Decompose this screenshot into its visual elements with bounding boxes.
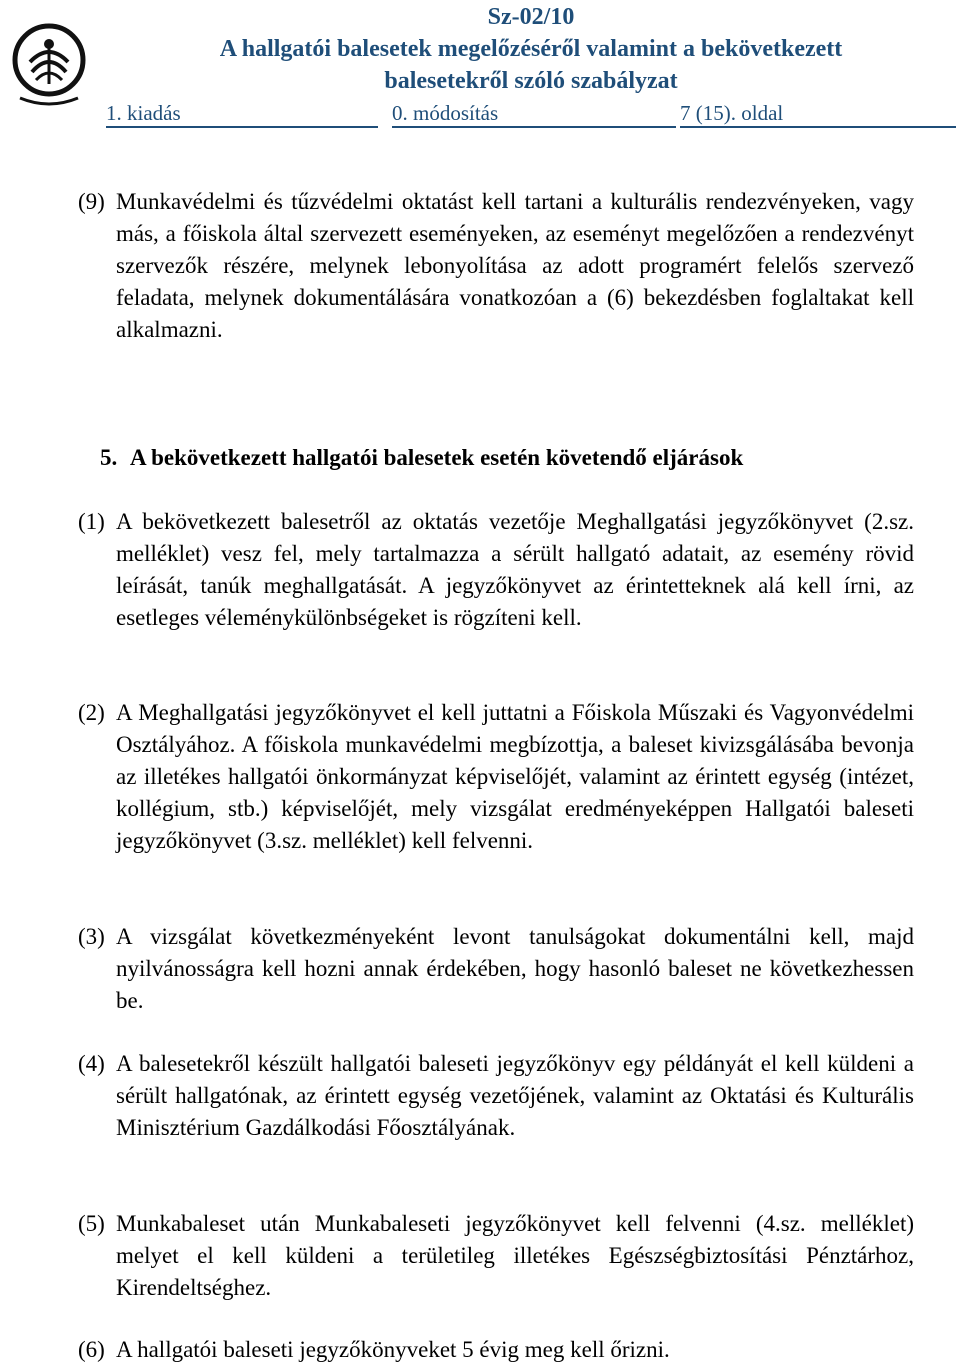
section-title: A bekövetkezett hallgatói balesetek esetén követendő eljárások [130,445,744,470]
document-title-line2: balesetekről szóló szabályzat [384,68,678,94]
section-heading [100,442,743,474]
paragraph-text: A bekövetkezett balesetről az oktatás vezetője Meghallgatási jegyzőkönyvet (2.sz. melléklet) vesz fel, mely tartalmazza a sérült hallgató adatait, az esemény rövid leírását, tanúk meghallgatását. A jegyzőkönyvet az érintetteknek alá kell írni, az esetleges véleménykülönbségeket is rögzíteni kell. [116,509,914,630]
edition-text: 1. kiadás [106,101,181,125]
paragraph-4 [78,1048,914,1144]
paragraph-number: (6) [78,1337,105,1362]
paragraph-text: A hallgatói baleseti jegyzőkönyveket 5 évig meg kell őrizni. [116,1337,670,1362]
section-number: 5. [100,445,118,470]
modification-label [392,100,676,128]
paragraph-9 [78,186,914,346]
paragraph-number: (9) [78,189,105,214]
paragraph-number: (1) [78,509,105,534]
institution-logo-icon [8,18,90,108]
document-code: Sz-02/10 [487,4,575,30]
page-header [0,0,960,130]
paragraph-number: (5) [78,1211,105,1236]
header-meta-row [106,100,956,128]
paragraph-1 [78,506,914,634]
paragraph-number: (2) [78,700,105,725]
paragraph-text: A Meghallgatási jegyzőkönyvet el kell juttatni a Főiskola Műszaki és Vagyonvédelmi Osztályához. A főiskola munkavédelmi megbízottja, a baleset kivizsgálásába bevonja az illetékes hallgatói önkormányzat képviselőjét, valamint az érintett egység (intézet, kollégium, stb.) képviselőjét, mely vizsgálat eredményeképpen Hallgatói baleseti jegyzőkönyvet (3.sz. melléklet) kell felvenni. [116,700,914,853]
page-number-text: 7 (15). oldal [680,101,784,125]
paragraph-3 [78,921,914,1017]
paragraph-5 [78,1208,914,1304]
modification-text: 0. módosítás [392,101,499,125]
page-number-label [680,100,956,128]
paragraph-text: Munkabaleset után Munkabaleseti jegyzőkönyvet kell felvenni (4.sz. melléklet) melyet el kell küldeni a területileg illetékes Egészségbiztosítási Pénztárhoz, Kirendeltséghez. [116,1211,914,1300]
paragraph-number: (3) [78,924,105,949]
paragraph-text: A vizsgálat következményeként levont tanulságokat dokumentálni kell, majd nyilvánosságra kell hozni annak érdekében, hogy hasonló baleset ne következhessen be. [116,924,914,1013]
paragraph-text: A balesetekről készült hallgatói baleseti jegyzőkönyv egy példányát el kell küldeni a sérült hallgatónak, az érintett egység vezetőjének, valamint az Oktatási és Kulturális Minisztérium Gazdálkodási Főosztályának. [116,1051,914,1140]
edition-label [106,100,378,128]
paragraph-2 [78,697,914,857]
document-title-line1: A hallgatói balesetek megelőzéséről valamint a bekövetkezett [219,36,843,62]
paragraph-number: (4) [78,1051,105,1076]
paragraph-6 [78,1334,914,1366]
paragraph-text: Munkavédelmi és tűzvédelmi oktatást kell tartani a kulturális rendezvényeken, vagy más, a főiskola által szervezett eseményeken, az eseményt megelőzően a rendezvényt szervezők részére, melynek lebonyolítása az adott programért felelős szervező feladata, melynek dokumentálására vonatkozóan a (6) bekezdésben foglaltakat kell alkalmazni. [116,189,914,342]
